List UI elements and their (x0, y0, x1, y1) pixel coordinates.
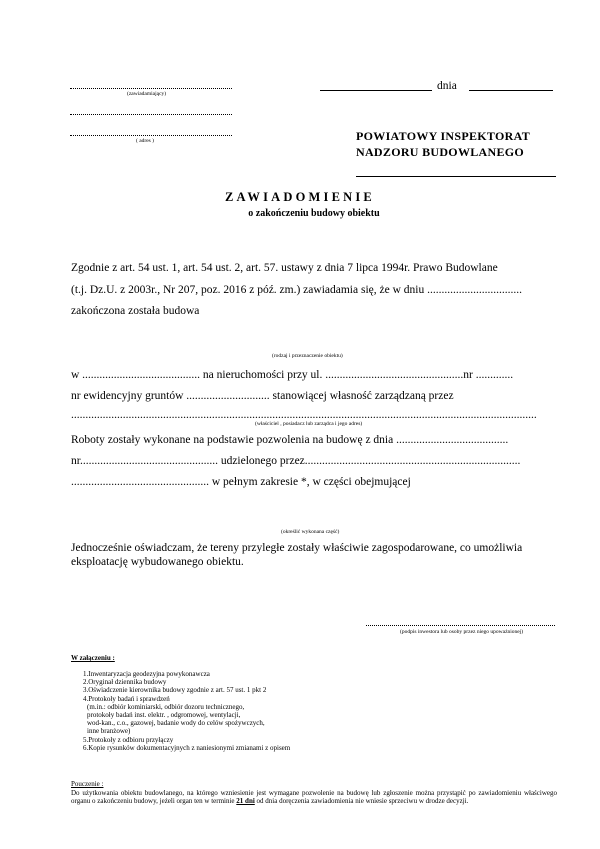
body-line-11: eksploatację wybudowanego obiektu. (71, 556, 244, 568)
document-title: ZAWIADOMIENIE (225, 190, 375, 204)
instruction-text-before: Do użytkowania obiektu budowlanego, na którego wzniesienie jest wymagane pozwolenie na budowę lub zgłoszenie można przystąpić po zawiadomieniu właściwego organu o zakończeniu budowy, jeżeli organ ten w terminie (71, 789, 557, 806)
caption-executed-part: (określić wykonana część) (281, 529, 340, 535)
attachment-item: 3.Oświadczenie kierownika budowy zgodnie z art. 57 ust. 1 pkt 2 (83, 686, 267, 695)
attachment-item: inne branżowe) (87, 727, 131, 736)
body-line-3: zakończona została budowa (71, 305, 200, 317)
signature-caption: (podpis inwestora lub osoby przez niego upoważnionej) (400, 629, 524, 635)
attachment-item: 6.Kopie rysunków dokumentacyjnych z naniesionymi zmianami z opisem (83, 743, 291, 752)
body-line-1: Zgodnie z art. 54 ust. 1, art. 54 ust. 2, art. 57. ustawy z dnia 7 lipca 1994r. Prawo Budowlane (71, 262, 498, 274)
notifier-caption: (zawiadamiający) (127, 91, 167, 97)
instruction-text (71, 789, 557, 806)
signature-line[interactable] (366, 625, 555, 626)
address-line-1[interactable] (70, 114, 232, 115)
attachments-list (83, 670, 290, 752)
body-line-10: Jednocześnie oświadczam, że tereny przyległe zostały właściwie zagospodarowane, co umożliwia (71, 542, 523, 554)
address-caption: ( adres ) (136, 138, 155, 144)
notifier-line[interactable] (70, 88, 232, 89)
caption-owner: (właściciel , posiadacz lub zarządca i jego adres) (255, 421, 363, 427)
body-line-2: (t.j. Dz.U. z 2003r., Nr 207, poz. 2016 z póź. zm.) zawiadamia się, że w dniu ................................. (71, 284, 522, 296)
recipient-underline (356, 176, 556, 177)
caption-building-kind: (rodzaj i przeznaczenie obiektu) (272, 353, 343, 359)
body-line-7: Roboty zostały wykonane na podstawie pozwolenia na budowę z dnia ....................................... (71, 434, 509, 446)
instruction-heading: Pouczenie : (71, 780, 104, 788)
instruction-text-after: od dnia doręczenia zawiadomienia nie wniesie sprzeciwu w drodze decyzji. (254, 797, 469, 806)
attachment-item: protokoły badań inst. elektr. , odgromowej, wentylacji, (87, 711, 241, 720)
body-line-5: nr ewidencyjny gruntów ............................. stanowiącej własność zarządzaną przez (71, 390, 454, 402)
body-line-8: nr................................................ udzielonego przez........................................................................... (71, 455, 521, 467)
body-line-4: w ......................................... na nieruchomości przy ul. ................................................nr ............. (71, 369, 514, 381)
attachment-item: 4.Protokoły badań i sprawdzeń (83, 694, 170, 703)
recipient-line-1: POWIATOWY INSPEKTORAT (356, 129, 530, 143)
place-line[interactable] (320, 90, 432, 91)
attachment-item: 2.Oryginał dziennika budowy (83, 678, 167, 687)
date-line[interactable] (469, 90, 553, 91)
instruction-days: 21 dni (236, 797, 255, 806)
attachment-item: 1.Inwentaryzacja geodezyjna powykonawcza (83, 670, 210, 678)
date-label: dnia (437, 80, 457, 92)
body-line-6[interactable]: .................................................................................................................................................................. (71, 409, 537, 421)
address-line-2[interactable] (70, 135, 232, 136)
attachments-heading: W załączeniu : (71, 654, 115, 662)
document-subtitle: o zakończeniu budowy obiektu (248, 208, 380, 219)
attachment-item: (m.in.: odbiór kominiarski, odbiór dozoru technicznego, (87, 702, 245, 711)
recipient-line-2: NADZORU BUDOWLANEGO (356, 145, 525, 159)
body-line-9: ................................................ w pełnym zakresie *, w części obejmującej (71, 476, 411, 488)
attachment-item: wod-kan., c.o., gazowej, badanie wody do celów spożywczych, (87, 719, 265, 728)
attachment-item: 5.Protokoły z odbioru przyłączy (83, 735, 174, 744)
